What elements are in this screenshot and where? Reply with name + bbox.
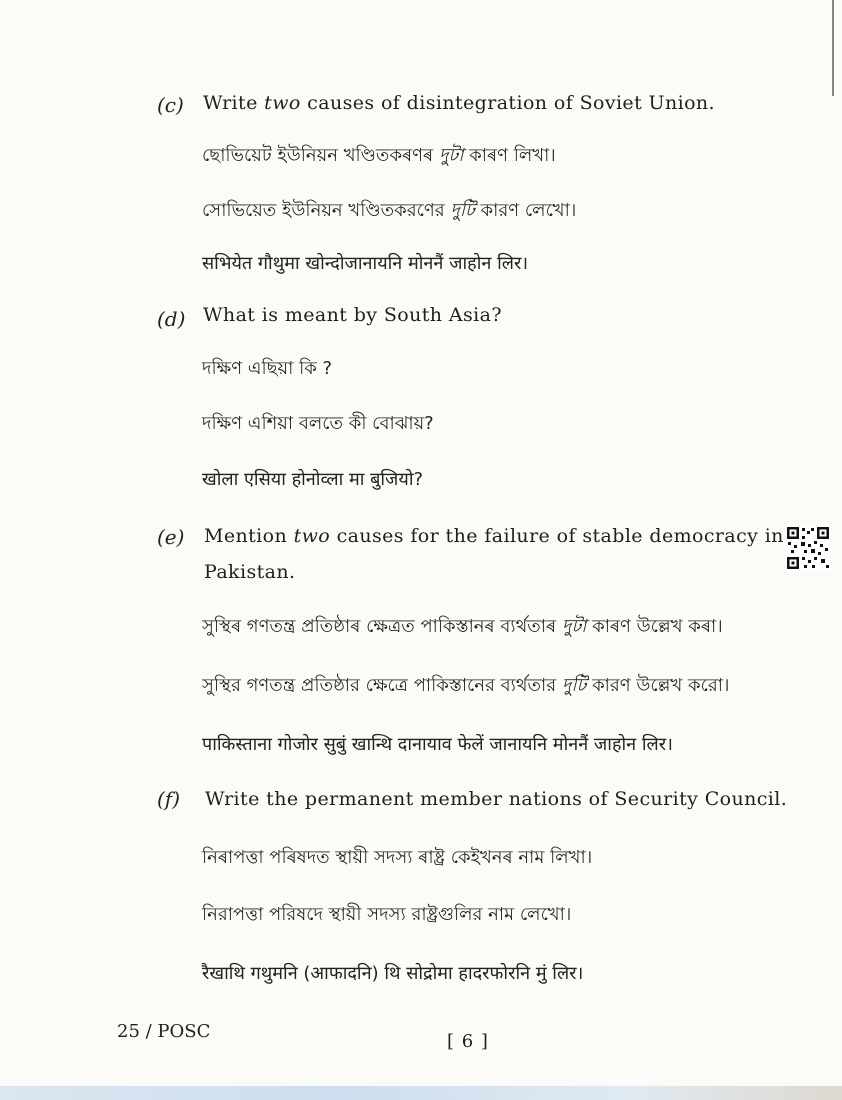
page-number: [ 6 ] <box>447 1031 489 1052</box>
question-c-assamese <box>202 143 556 169</box>
question-label-c: (c) <box>157 93 184 117</box>
question-d-assamese: দক্ষিণ এছিয়া কি ? <box>202 358 333 379</box>
question-f-bengali: নিরাপত্তা পরিষদে স্থায়ী সদস্য রাষ্ট্রগুলির নাম লেখো। <box>202 904 572 925</box>
page-edge-line <box>832 0 834 96</box>
question-c-bodo: सभियेत गौथुमा खोन्दोजानायनि मोननैं जाहोन लिर। <box>202 253 529 274</box>
question-f-assamese: নিৰাপত্তা পৰিষদত স্থায়ী সদস্য ৰাষ্ট্ৰ কেইখনৰ নাম লিখা। <box>202 847 593 868</box>
question-e-bengali-part1: সুস্থির গণতন্ত্র প্রতিষ্ঠার ক্ষেত্রে পাকিস্তানের ব্যর্থতার <box>202 675 557 696</box>
question-e-bengali-emphasis: দুটি <box>561 675 587 696</box>
qr-code-icon <box>786 526 830 570</box>
question-e-assamese-emphasis: দুটা <box>561 616 587 637</box>
question-c-bengali-emphasis: দুটি <box>450 200 475 221</box>
question-c-bengali-part2: কারণ লেখো। <box>480 200 577 221</box>
question-c-bengali <box>202 198 576 224</box>
question-e-english-line1 <box>204 523 784 549</box>
question-c-english-emphasis: two <box>264 92 301 114</box>
scan-edge-strip <box>0 1086 842 1100</box>
question-d-bengali: দক্ষিণ এশিয়া বলতে কী বোঝায়? <box>202 413 434 434</box>
question-f-bodo: रैखाथि गथुमनि (आफादनि) थि सोद्रोमा हादरफोरनि मुं लिर। <box>202 963 584 984</box>
question-c-english-part2: causes of disintegration of Soviet Union. <box>307 92 715 114</box>
question-c-assamese-part1: ছোভিয়েট ইউনিয়ন খণ্ডিতকৰণৰ <box>202 145 434 166</box>
question-e-assamese-part2: কাৰণ উল্লেখ কৰা। <box>592 616 723 637</box>
question-label-d: (d) <box>157 307 186 331</box>
question-f-english: Write the permanent member nations of Security Council. <box>205 788 788 810</box>
question-e-english-line2: Pakistan. <box>204 561 296 583</box>
question-c-assamese-part2: কাৰণ লিখা। <box>469 145 556 166</box>
question-e-bengali-part2: কারণ উল্লেখ করো। <box>592 675 730 696</box>
question-c-assamese-emphasis: দুটা <box>438 145 464 166</box>
question-label-f: (f) <box>157 787 181 811</box>
question-label-e: (e) <box>157 525 185 549</box>
question-e-bodo: पाकिस्ताना गोजोर सुबुं खान्थि दानायाव फेलें जानायनि मोननैं जाहोन लिर। <box>202 734 673 755</box>
question-e-english-emphasis: two <box>293 525 331 547</box>
question-e-bengali <box>202 673 729 699</box>
question-e-assamese <box>202 614 723 640</box>
question-e-assamese-part1: সুস্থিৰ গণতন্ত্ৰ প্ৰতিষ্ঠাৰ ক্ষেত্ৰত পাকিস্তানৰ ব্যৰ্থতাৰ <box>202 616 557 637</box>
question-d-bodo: खोला एसिया होनोव्ला मा बुजियो? <box>202 469 424 490</box>
question-d-english: What is meant by South Asia? <box>203 304 502 326</box>
question-e-english-part2: causes for the failure of stable democracy in <box>336 525 784 547</box>
question-e-english-part1: Mention <box>204 525 288 547</box>
paper-code: 25 / POSC <box>117 1021 211 1042</box>
question-c-bengali-part1: সোভিয়েত ইউনিয়ন খণ্ডিতকরণের <box>202 200 445 221</box>
question-c-english <box>203 90 715 116</box>
question-c-english-part1: Write <box>203 92 258 114</box>
